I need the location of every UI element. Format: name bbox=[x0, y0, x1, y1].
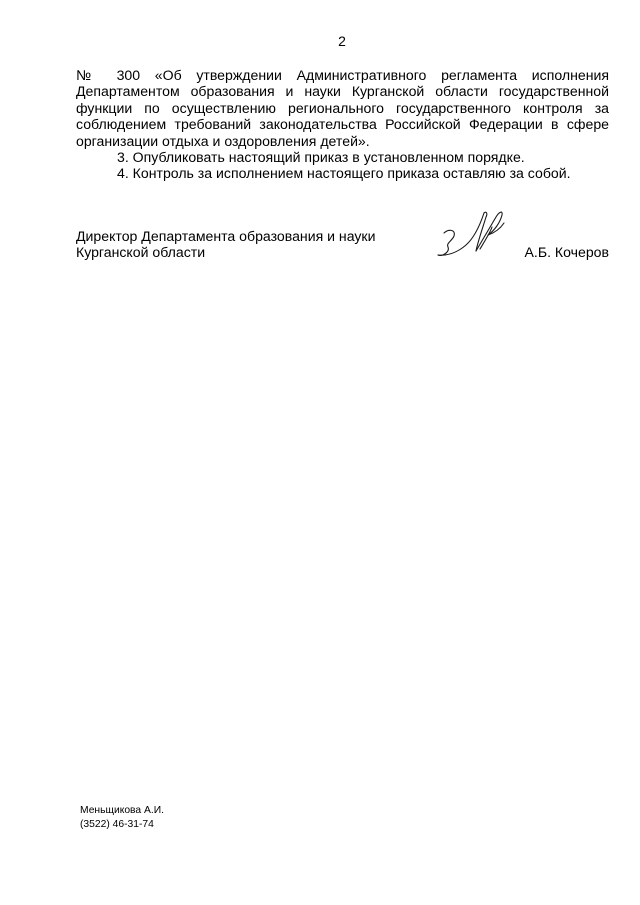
continued-paragraph: № 300 «Об утверждении Административного регламента исполнения Департаментом образования и науки Курганской области государственной функции по осуществлению регионального государственного контроля за соблюдением требований законодательства Российской Федерации в сфере организации отдыха и оздоровления детей». bbox=[76, 67, 609, 149]
document-body bbox=[76, 67, 609, 182]
handwritten-signature bbox=[436, 205, 516, 265]
signature-block bbox=[76, 228, 609, 268]
executor-info bbox=[80, 804, 164, 832]
item-4: 4. Контроль за исполнением настоящего приказа оставляю за собой. bbox=[117, 165, 571, 182]
executor-phone: (3522) 46-31-74 bbox=[80, 819, 154, 830]
executor-name: Меньщикова А.И. bbox=[80, 805, 164, 816]
signatory-name: А.Б. Кочеров bbox=[524, 244, 609, 260]
signatory-position: Директор Департамента образования и науки Курганской области bbox=[76, 228, 376, 261]
page-number: 2 bbox=[338, 33, 346, 49]
item-3: 3. Опубликовать настоящий приказ в установленном порядке. bbox=[117, 149, 525, 166]
